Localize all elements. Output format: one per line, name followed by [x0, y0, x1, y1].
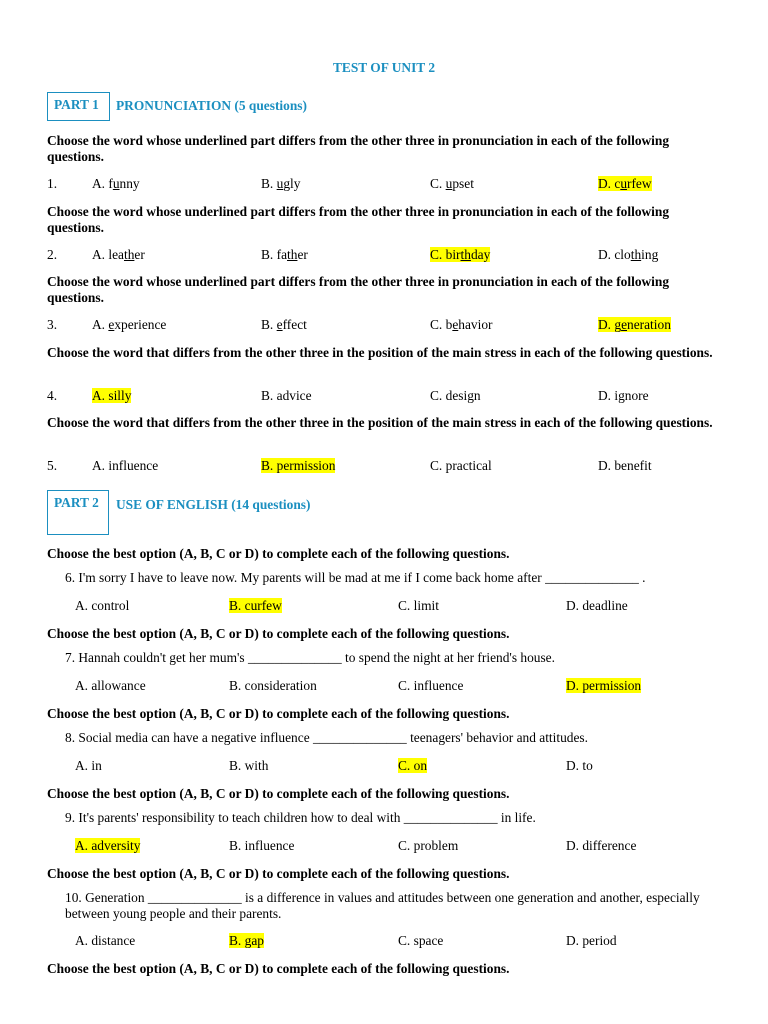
option-text-part: C.: [430, 176, 446, 191]
question-instruction: Choose the best option (A, B, C or D) to complete each of the following questions.: [47, 546, 510, 561]
question-text: 10. Generation ______________ is a difference in values and attitudes between one generation and another, especially between young people and their parents.: [65, 890, 700, 921]
answer-option: [398, 838, 458, 854]
answer-option: [92, 176, 140, 192]
underlined-part: u: [276, 176, 284, 191]
highlighted-answer: [398, 758, 427, 773]
option-text-part: D. clo: [598, 246, 631, 262]
option-text-part: A.: [92, 317, 109, 333]
question-instruction: Choose the word that differs from the other three in the position of the main stress in each of the following questions.: [47, 415, 713, 431]
option-text: [398, 933, 443, 948]
answer-option: [92, 247, 145, 263]
underlined-part: e: [452, 317, 459, 333]
option-text: [229, 678, 317, 693]
option-text-part: day: [470, 246, 491, 262]
answer-option: [430, 247, 490, 263]
option-text-part: D. ignore: [598, 387, 649, 403]
option-text-part: C. design: [430, 387, 481, 403]
option-text-part: pset: [452, 176, 474, 191]
option-text-part: neration: [627, 317, 671, 333]
option-text: [430, 176, 474, 191]
answer-option: [229, 933, 264, 949]
option-text: [75, 933, 135, 948]
option-text: [398, 678, 463, 693]
option-text-part: C. b: [430, 317, 453, 333]
option-text-part: A. control: [75, 598, 130, 613]
answer-option: [229, 838, 294, 854]
option-text: [430, 317, 493, 332]
underlined-part: u: [112, 176, 120, 191]
highlighted-answer: [430, 247, 490, 262]
highlighted-answer: [92, 388, 131, 403]
option-text: [566, 933, 617, 948]
option-text: [398, 598, 439, 613]
part1-label: PART 1: [47, 92, 110, 121]
option-text-part: er: [297, 246, 308, 262]
option-text-part: C. on: [398, 758, 428, 773]
option-text-part: A. influence: [92, 458, 159, 474]
option-text-part: A. adversity: [75, 838, 141, 853]
option-text-part: C. limit: [398, 598, 439, 613]
option-text-part: A. lea: [92, 246, 124, 262]
option-text: [75, 758, 102, 773]
answer-option: [566, 933, 617, 949]
option-text: [261, 317, 307, 332]
option-text-part: havior: [458, 317, 493, 333]
option-text: [261, 388, 312, 403]
answer-option: [261, 176, 300, 192]
answer-option: [92, 317, 166, 333]
option-text: [229, 758, 268, 773]
option-text: [398, 838, 458, 853]
answer-option: [261, 247, 308, 263]
answer-option: [566, 678, 641, 694]
option-text-part: B.: [261, 176, 277, 191]
option-text: [261, 247, 308, 262]
option-text-part: B.: [261, 317, 277, 333]
answer-option: [398, 598, 439, 614]
answer-option: [430, 176, 474, 192]
answer-option: [75, 758, 102, 774]
option-text-part: rfew: [627, 176, 652, 191]
option-text-part: ing: [641, 246, 659, 262]
option-text: [598, 458, 652, 473]
underlined-part: u: [445, 176, 453, 191]
question-instruction: Choose the best option (A, B, C or D) to complete each of the following questions.: [47, 626, 510, 641]
underlined-part: e: [621, 317, 628, 333]
question-text: 9. It's parents' responsibility to teach children how to deal with ______________ in life.: [65, 810, 536, 825]
answer-option: [92, 458, 158, 474]
option-text: [75, 598, 129, 613]
option-text: [92, 176, 140, 191]
option-text-part: B. advice: [261, 387, 312, 403]
highlighted-answer: [229, 933, 264, 948]
answer-option: [430, 317, 493, 333]
highlighted-answer: [598, 176, 652, 191]
option-text: [598, 247, 658, 262]
underlined-part: th: [123, 246, 135, 262]
answer-option: [430, 458, 492, 474]
option-text-part: A. distance: [75, 933, 136, 948]
option-text-part: B. fa: [261, 246, 288, 262]
underlined-part: e: [276, 317, 283, 333]
option-text-part: C. practical: [430, 458, 492, 474]
answer-option: [261, 317, 307, 333]
answer-option: [598, 388, 649, 404]
answer-option: [261, 388, 312, 404]
option-text: [430, 388, 481, 403]
answer-option: [75, 933, 135, 949]
highlighted-answer: [598, 317, 671, 332]
answer-option: [229, 758, 268, 774]
answer-option: [75, 678, 146, 694]
option-text-part: nny: [119, 176, 140, 191]
answer-option: [229, 598, 282, 614]
part1-heading: PRONUNCIATION (5 questions): [116, 98, 307, 113]
option-text-part: A. allowance: [75, 678, 146, 693]
option-text-part: B. with: [229, 758, 269, 773]
question-number: 3.: [47, 317, 58, 333]
option-text: [92, 247, 145, 262]
option-text: [229, 838, 294, 853]
answer-option: [261, 458, 335, 474]
answer-option: [430, 388, 481, 404]
option-text-part: gly: [283, 176, 301, 191]
option-text-part: C. space: [398, 933, 444, 948]
part2-heading: USE OF ENGLISH (14 questions): [116, 497, 311, 512]
option-text-part: A. silly: [92, 387, 132, 403]
answer-option: [75, 838, 140, 854]
answer-option: [566, 838, 636, 854]
question-instruction: Choose the word that differs from the other three in the position of the main stress in each of the following questions.: [47, 344, 713, 360]
option-text-part: D. benefit: [598, 458, 652, 474]
option-text: [75, 678, 146, 693]
question-text: 6. I'm sorry I have to leave now. My parents will be mad at me if I come back home after ______________ .: [65, 570, 646, 585]
answer-option: [598, 176, 652, 192]
question-instruction: Choose the best option (A, B, C or D) to complete each of the following questions.: [47, 866, 510, 881]
answer-option: [75, 598, 129, 614]
answer-option: [229, 678, 317, 694]
option-text-part: B. curfew: [229, 598, 282, 613]
option-text: [430, 458, 492, 473]
underlined-part: th: [287, 246, 298, 262]
question-text: 7. Hannah couldn't get her mum's ______________ to spend the night at her friend's house.: [65, 650, 555, 665]
highlighted-answer: [75, 838, 140, 853]
option-text-part: D. period: [566, 933, 617, 948]
option-text: [566, 838, 636, 853]
page-title: TEST OF UNIT 2: [332, 60, 436, 75]
question-number: 5.: [47, 458, 58, 474]
highlighted-answer: [566, 678, 641, 693]
answer-option: [566, 598, 628, 614]
option-text-part: xperience: [114, 317, 167, 333]
option-text-part: ffect: [282, 317, 307, 333]
answer-option: [598, 458, 652, 474]
option-text-part: B. permission: [261, 458, 336, 474]
option-text: [598, 388, 649, 403]
part2-label: PART 2: [47, 490, 109, 535]
option-text: [92, 317, 166, 332]
option-text: [566, 758, 593, 773]
underlined-part: u: [620, 176, 628, 191]
option-text-part: er: [134, 246, 145, 262]
answer-option: [598, 317, 671, 333]
question-text: 8. Social media can have a negative influence ______________ teenagers' behavior and attitudes.: [65, 730, 588, 745]
option-text: [261, 176, 300, 191]
answer-option: [398, 758, 427, 774]
answer-option: [398, 933, 443, 949]
question-number: 2.: [47, 246, 58, 262]
underlined-part: th: [630, 246, 642, 262]
option-text-part: D. g: [598, 317, 622, 333]
answer-option: [92, 388, 131, 404]
answer-option: [398, 678, 463, 694]
option-text-part: D. permission: [566, 678, 642, 693]
highlighted-answer: [229, 598, 282, 613]
question-instruction: Choose the word whose underlined part differs from the other three in pronunciation in each of the following questions.: [47, 203, 670, 235]
option-text-part: D. difference: [566, 838, 637, 853]
underlined-part: e: [108, 317, 115, 333]
option-text-part: D. deadline: [566, 598, 628, 613]
question-instruction: Choose the best option (A, B, C or D) to complete each of the following questions.: [47, 786, 510, 801]
question-instruction: Choose the best option (A, B, C or D) to complete each of the following questions.: [47, 706, 510, 721]
option-text-part: C. bir: [430, 246, 461, 262]
answer-option: [566, 758, 593, 774]
option-text-part: B. consideration: [229, 678, 317, 693]
option-text-part: C. problem: [398, 838, 459, 853]
answer-option: [598, 247, 658, 263]
question-instruction: Choose the word whose underlined part differs from the other three in pronunciation in each of the following questions.: [47, 274, 670, 306]
highlighted-answer: [261, 458, 335, 473]
question-instruction: Choose the word whose underlined part differs from the other three in pronunciation in each of the following questions.: [47, 133, 670, 164]
option-text-part: C. influence: [398, 678, 464, 693]
question-number: 1.: [47, 176, 58, 191]
question-instruction: Choose the best option (A, B, C or D) to complete each of the following questions.: [47, 961, 510, 976]
option-text-part: B. gap: [229, 933, 264, 948]
option-text-part: D. c: [598, 176, 621, 191]
question-number: 4.: [47, 387, 58, 403]
option-text: [92, 458, 158, 473]
option-text-part: B. influence: [229, 838, 295, 853]
option-text-part: A. f: [92, 176, 113, 191]
option-text: [566, 598, 628, 613]
option-text-part: D. to: [566, 758, 593, 773]
option-text-part: A. in: [75, 758, 102, 773]
underlined-part: th: [460, 246, 471, 262]
